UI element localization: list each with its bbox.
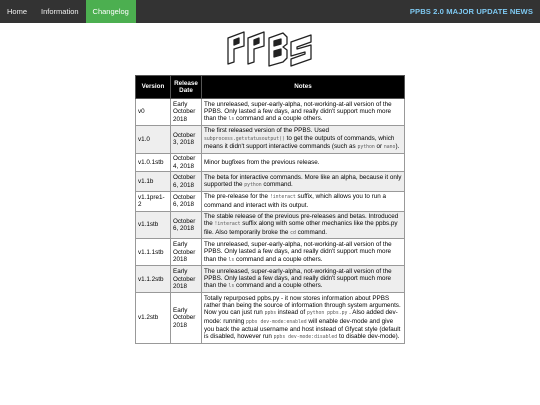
nav-information[interactable]: Information: [41, 7, 79, 16]
notes-cell: The beta for interactive commands. More like an alpha, because it only supported the python command.: [202, 172, 405, 192]
inline-code: !interact: [269, 195, 296, 201]
version-cell: v1.0: [136, 125, 171, 153]
release-date-cell: October 4, 2018: [171, 153, 202, 172]
notes-cell: The unreleased, super-early-alpha, not-working-at-all version of the PPBS. Only lasted a few days, and really didn't support much more than the ls command and a couple others.: [202, 239, 405, 266]
version-cell: v1.0.1stb: [136, 153, 171, 172]
table-row: [136, 266, 405, 293]
notes-cell: The stable release of the previous pre-releases and betas. Introduced the !interact suffix along with some other mechanics like the ppbs.py file. Also temporarily broke the cd command.: [202, 211, 405, 239]
notes-cell: The unreleased, super-early-alpha, not-working-at-all version of the PPBS. Only lasted a few days, and really didn't support much more than the ls command and a couple others.: [202, 99, 405, 126]
inline-code: cd: [290, 230, 296, 236]
release-date-cell: Early October 2018: [171, 239, 202, 266]
changelog-table: [135, 75, 405, 344]
inline-code: ppbs dev-mode:enabled: [246, 319, 307, 325]
site-title: PPBS 2.0 MAJOR UPDATE NEWS: [409, 7, 533, 16]
inline-code: ls: [228, 284, 235, 290]
notes-cell: Totally repurposed ppbs.py - it now stores information about PPBS rather than being the source of information through system arguments. Now you can just run ppbs instead of python ppbs.py . Also added dev-mode: running ppbs dev-mode:enabled will enable dev-mode and give you back the actual username and host instead of Gfycat style (default is disabled, however run ppbs dev-mode:disabled to disable dev-mode).: [202, 293, 405, 344]
inline-code: subprocess.getstatusoutput(): [204, 136, 285, 142]
nav-home[interactable]: Home: [7, 7, 28, 16]
inline-code: nano: [383, 144, 396, 150]
table-row: [136, 125, 405, 153]
inline-code: python ppbs.py: [306, 311, 348, 317]
header-release-date: Release Date: [171, 76, 202, 99]
inline-code: python: [357, 144, 375, 150]
header-notes: Notes: [202, 76, 405, 99]
version-cell: v1.2stb: [136, 293, 171, 344]
table-row: [136, 239, 405, 266]
logo-area: [0, 28, 540, 73]
release-date-cell: October 6, 2018: [171, 172, 202, 192]
header-version: Version: [136, 76, 171, 99]
notes-cell: Minor bugfixes from the previous release.: [202, 153, 405, 172]
notes-cell: The first released version of the PPBS. Used subprocess.getstatusoutput() to get the outputs of commands, which means it didn't support interactive commands (such as python or nano).: [202, 125, 405, 153]
nav-changelog[interactable]: Changelog: [86, 0, 136, 23]
release-date-cell: October 3, 2018: [171, 125, 202, 153]
top-nav: [0, 0, 540, 23]
inline-code: ppbs: [264, 311, 277, 317]
release-date-cell: Early October 2018: [171, 293, 202, 344]
version-cell: v1.1.1stb: [136, 239, 171, 266]
version-cell: v1.1stb: [136, 211, 171, 239]
release-date-cell: Early October 2018: [171, 266, 202, 293]
version-cell: v1.1.2stb: [136, 266, 171, 293]
inline-code: python: [244, 183, 262, 189]
table-header-row: [136, 76, 405, 99]
inline-code: !interact: [214, 222, 241, 228]
table-row: [136, 191, 405, 211]
table-row: [136, 211, 405, 239]
inline-code: ppbs dev-mode:disabled: [273, 335, 338, 341]
table-row: [136, 153, 405, 172]
release-date-cell: Early October 2018: [171, 99, 202, 126]
inline-code: ls: [228, 257, 235, 263]
notes-cell: The unreleased, super-early-alpha, not-working-at-all version of the PPBS. Only lasted a few days, and really didn't support much more than the ls command and a couple others.: [202, 266, 405, 293]
release-date-cell: October 6, 2018: [171, 211, 202, 239]
ppbs-logo: [225, 28, 315, 70]
version-cell: v1.1b: [136, 172, 171, 192]
release-date-cell: October 6, 2018: [171, 191, 202, 211]
table-row: [136, 172, 405, 192]
version-cell: v0: [136, 99, 171, 126]
table-row: [136, 99, 405, 126]
notes-cell: The pre-release for the !interact suffix, which allows you to run a command and interact with its output.: [202, 191, 405, 211]
inline-code: ls: [228, 117, 235, 123]
table-row: [136, 293, 405, 344]
version-cell: v1.1pre1-2: [136, 191, 171, 211]
